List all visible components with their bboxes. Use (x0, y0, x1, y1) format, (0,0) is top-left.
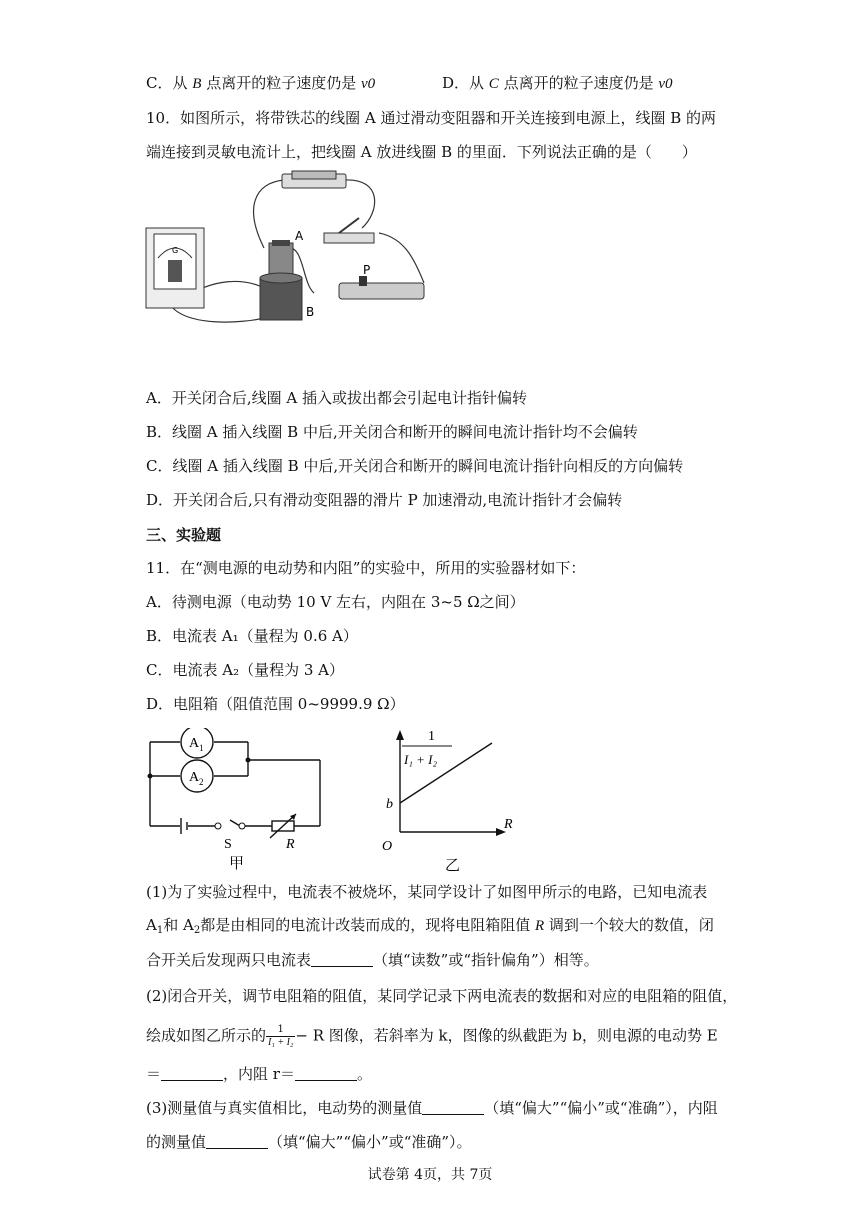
q11-part2-fraction (266, 1024, 295, 1049)
switch (324, 233, 374, 243)
q11-material-d: D．电阻箱（阻值范围 0~9999.9 Ω） (146, 695, 405, 713)
q11-part1-line1: (1)为了实验过程中，电流表不被烧坏，某同学设计了如图甲所示的电路，已知电流表 (146, 883, 708, 901)
q11-part2-line2 (146, 1024, 718, 1049)
q11-graph-figure (370, 716, 530, 874)
q11-circuit-figure (144, 728, 330, 874)
q10-apparatus-figure (144, 168, 444, 328)
q11-part2-line2-post: − R 图像，若斜率为 k，图像的纵截距为 b，则电源的电动势 E (295, 1026, 718, 1045)
q11-part2-line2-pre: 绘成如图乙所示的 (146, 1026, 267, 1045)
q9-option-d-pre: D．从 (442, 74, 489, 92)
section-title: 三、实验题 (146, 526, 222, 544)
q9-option-d-point: C (488, 76, 499, 92)
resistor-r-label: R (286, 837, 295, 852)
coil-b-label: B (306, 305, 315, 319)
q9-option-c-v: v0 (360, 76, 376, 92)
q11-part2-line3 (146, 1063, 372, 1085)
ammeter-a1-sub: 1 (199, 743, 204, 753)
q9-option-c-pre: C．从 (146, 74, 193, 92)
q11-part1-answer-blank[interactable] (311, 952, 373, 967)
graph-x-label: R (504, 817, 513, 832)
q10-option-d: D．开关闭合后,只有滑动变阻器的滑片 P 加速滑动,电流计指针才会偏转 (146, 491, 623, 509)
q9-option-c (146, 72, 375, 95)
q11-part2-emf-blank[interactable] (161, 1066, 223, 1081)
q11-part3-post: （填“偏大”“偏小”或“准确”），内阻 (484, 1099, 718, 1117)
q11-part1-r: R (534, 918, 545, 934)
q10-option-b: B．线圈 A 插入线圈 B 中后,开关闭合和断开的瞬间电流计指针均不会偏转 (146, 423, 638, 441)
q11-part3-r-blank[interactable] (206, 1134, 268, 1149)
graph-y-den: I₁ + I₂ (404, 752, 437, 767)
q11-part2-frac-num: 1 (266, 1024, 295, 1037)
q11-part1-a1: A (146, 916, 157, 934)
slider-p-label: P (363, 263, 371, 277)
q9-option-c-post: 点离开的粒子速度仍是 (201, 74, 361, 92)
q11-part1-a1-sub: 1 (156, 925, 164, 936)
page-footer: 试卷第 4页，共 7页 (367, 1167, 493, 1183)
q9-option-c-point: B (192, 76, 202, 92)
q11-material-a: A．待测电源（电动势 10 V 左右，内阻在 3~5 Ω之间） (146, 593, 525, 611)
q11-part2-frac-den: I₁ + I₂ (268, 1037, 294, 1048)
q11-part1-end: 调到一个较大的数值，闭 (544, 916, 714, 934)
figure-yi-caption: 乙 (445, 856, 461, 874)
q11-part1-mid: 都是由相同的电流计改装而成的，现将电阻箱阻值 (200, 916, 535, 934)
ammeter-a2-label: A (189, 770, 200, 785)
graph-intercept-b: b (386, 797, 393, 812)
meter-g-label: G (172, 246, 179, 255)
q11-part3-pre: (3)测量值与真实值相比，电动势的测量值 (146, 1099, 423, 1117)
graph-origin: O (382, 839, 393, 854)
graph-y-num: 1 (428, 729, 435, 744)
q10-stem-line1: 10．如图所示，将带铁芯的线圈 A 通过滑动变阻器和开关连接到电源上，线圈 B 的两 (146, 109, 717, 127)
q11-part3-line2-post: （填“偏大”“偏小”或“准确”）。 (268, 1133, 472, 1151)
switch-s-label: S (224, 837, 232, 852)
q11-part1-line3 (146, 949, 599, 971)
figure-jia-caption: 甲 (229, 854, 245, 872)
ammeter-a2-sub: 2 (199, 777, 204, 787)
q11-part1-and: 和 A (163, 916, 194, 934)
q11-part2-end: 。 (356, 1065, 372, 1083)
q9-option-d-v: v0 (658, 76, 673, 92)
q10-option-c: C．线圈 A 插入线圈 B 中后,开关闭合和断开的瞬间电流计指针向相反的方向偏转 (146, 457, 684, 475)
coil-a-label: A (295, 229, 304, 243)
ammeter-a1-label: A (189, 736, 200, 751)
rheostat (339, 283, 424, 299)
q11-part1-line2 (146, 914, 714, 942)
q11-stem: 11．在“测电源的电动势和内阻”的实验中，所用的实验器材如下： (146, 559, 586, 577)
q11-part2-r-label: ，内阻 r＝ (223, 1065, 295, 1083)
q11-part2-line1: (2)闭合开关，调节电阻箱的阻值，某同学记录下两电流表的数据和对应的电阻箱的阻值， (146, 987, 738, 1005)
q10-stem-line2: 端连接到灵敏电流计上，把线圈 A 放进线圈 B 的里面．下列说法正确的是（ ） (146, 143, 697, 161)
q11-part1-line3-pre: 合开关后发现两只电流表 (146, 951, 312, 969)
q10-option-a: A．开关闭合后,线圈 A 插入或拔出都会引起电计指针偏转 (146, 389, 527, 407)
q11-part3-line2-pre: 的测量值 (146, 1133, 207, 1151)
q11-material-c: C．电流表 A₂（量程为 3 A） (146, 661, 345, 679)
q9-option-d-post: 点离开的粒子速度仍是 (498, 74, 659, 92)
q11-part3-line2 (146, 1131, 472, 1153)
q9-option-d (442, 72, 673, 95)
q11-part1-line3-post: （填“读数”或“指针偏角”）相等。 (373, 951, 599, 969)
q11-part2-r-blank[interactable] (295, 1066, 357, 1081)
q11-material-b: B．电流表 A₁（量程为 0.6 A） (146, 627, 358, 645)
q11-part2-eq: ＝ (146, 1065, 162, 1083)
q11-part3-line1 (146, 1097, 718, 1119)
coil-b (260, 278, 302, 320)
q11-part3-emf-blank[interactable] (422, 1100, 484, 1115)
q11-part1-a2-sub: 2 (193, 925, 201, 936)
